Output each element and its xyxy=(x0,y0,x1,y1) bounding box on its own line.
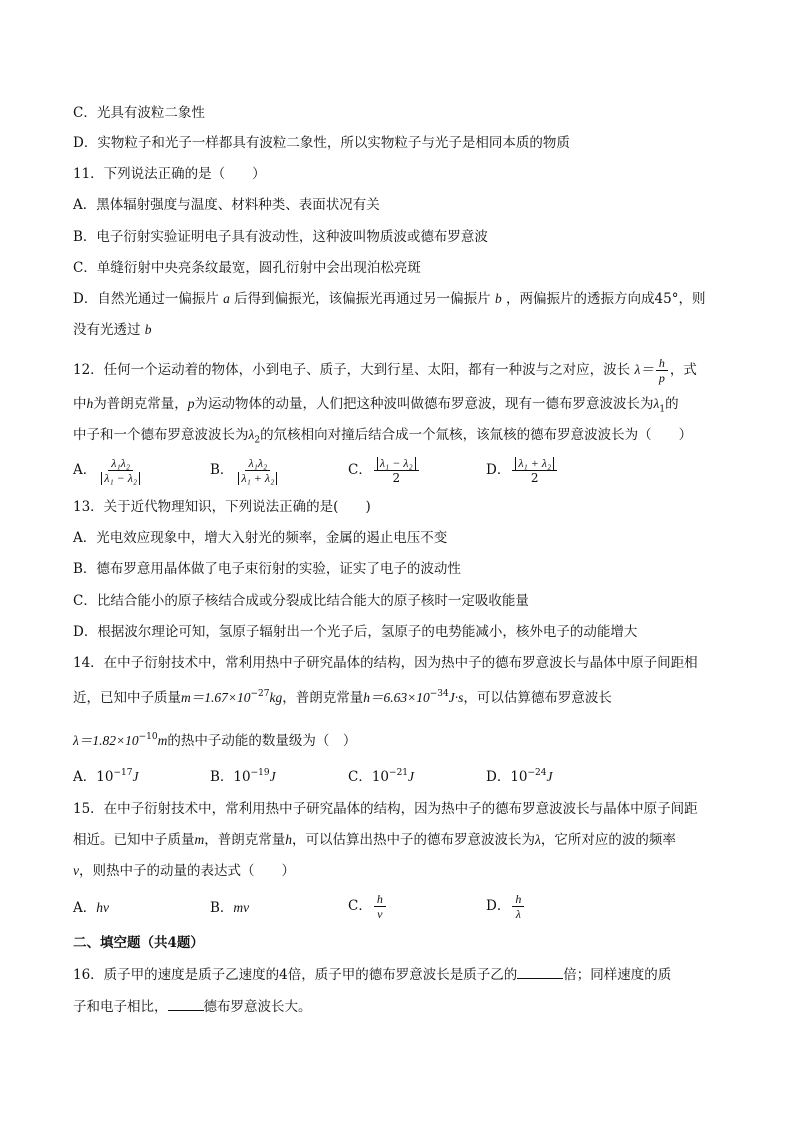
q13-option-d: D．根据波尔理论可知，氢原子辐射出一个光子后，氢原子的电势能减小，核外电子的动能增大 xyxy=(73,624,638,640)
q12-text-3: 中 xyxy=(73,396,87,412)
q15-var-m: m xyxy=(194,832,205,847)
fraction-denominator xyxy=(98,471,143,485)
q11-option-a: A．黑体辐射强度与温度、材料种类、表面状况有关 xyxy=(73,197,380,213)
q14-mass-exp: −27 xyxy=(250,689,270,699)
q11-d-text-3: ，两偏振片的透振方向成45°，则 xyxy=(506,291,706,307)
q14-planck-exp: −34 xyxy=(429,689,449,699)
q12-var-h: h xyxy=(86,396,94,411)
q12-text-1: 12．任何一个运动着的物体，小到电子、质子，大到行星、太阳，都有一种波与之对应，波长 xyxy=(73,362,631,378)
q14-line2 xyxy=(73,688,612,708)
fraction-numerator: λ₁λ₂ xyxy=(245,456,270,471)
q13-option-c: C．比结合能小的原子核结合成或分裂成比结合能大的原子核时一定吸收能量 xyxy=(73,593,529,609)
q12-line3 xyxy=(73,425,692,445)
option-label: D． xyxy=(486,898,511,914)
q12-c-fraction xyxy=(374,456,419,485)
q13-stem: 13．关于近代物理知识，下列说法正确的是( ) xyxy=(73,499,371,515)
fraction-numerator xyxy=(374,456,419,471)
q12-option-d xyxy=(486,456,559,485)
q14-option-a xyxy=(73,767,138,787)
q15-var-lambda: λ xyxy=(535,832,541,847)
q15-line2 xyxy=(73,830,676,850)
q11-d-text-2: 后得到偏振光，该偏振光再通过另一偏振片 xyxy=(234,291,491,307)
option-label: D． xyxy=(486,462,511,478)
q11-option-b: B．电子衍射实验证明电子具有波动性，这种波叫物质波或德布罗意波 xyxy=(73,229,488,245)
q12-lambda1: λ xyxy=(653,396,660,411)
option-unit: J xyxy=(546,769,553,784)
fraction-numerator: h xyxy=(374,892,386,907)
option-exp: −24 xyxy=(527,768,547,778)
fraction-denominator: p xyxy=(658,371,665,385)
option-exp: −19 xyxy=(250,768,270,778)
q12-b-fraction xyxy=(235,456,280,485)
q11-d-var-b: b xyxy=(494,291,502,306)
q12-option-c xyxy=(348,456,421,485)
q14-option-b xyxy=(210,767,276,787)
q12-text-7: 中子和一个德布罗意波波长为 xyxy=(73,427,249,443)
q16-blank-2[interactable] xyxy=(168,996,204,1011)
fraction-denominator: λ xyxy=(515,907,521,921)
q13-option-a: A．光电效应现象中，增大入射光的频率，金属的遏止电压不变 xyxy=(73,530,448,546)
q15-d-fraction xyxy=(512,892,524,921)
q12-lambda2-sub: 2 xyxy=(254,435,261,446)
fraction-numerator: h xyxy=(512,892,524,907)
option-exp: −21 xyxy=(389,768,409,778)
fraction-denominator: 2 xyxy=(530,471,539,485)
q15-text-2: ，普朗克常量 xyxy=(204,832,286,848)
q14-line3 xyxy=(73,731,356,751)
option-label: B． xyxy=(210,462,234,478)
q14-planck-eq: h＝6.63×10 xyxy=(363,690,430,705)
option-label: B． xyxy=(210,900,234,916)
q12-var-p: p xyxy=(187,396,195,411)
abs-value: λ₁ − λ₂ xyxy=(377,457,416,470)
q15-text-3: ，可以估算出热中子的德布罗意波波长为 xyxy=(292,832,535,848)
q11-option-d-line2 xyxy=(73,320,152,340)
q11-d-text-1: D．自然光通过一偏振片 xyxy=(73,291,219,307)
q12-text-5: 为运动物体的动量，人们把这种波叫做德布罗意波，现有一德布罗意波波长为 xyxy=(194,396,654,412)
q12-line2 xyxy=(73,394,679,414)
q14-text-4: 的热中子动能的数量级为（ ） xyxy=(167,733,357,749)
q12-h-over-p-fraction xyxy=(656,356,668,385)
option-label: A． xyxy=(73,900,97,916)
q11-stem: 11．下列说法正确的是（ ） xyxy=(73,166,266,182)
q14-lambda-eq: λ＝1.82×10 xyxy=(73,733,139,748)
q15-line3 xyxy=(73,861,295,881)
q14-text-1: 近，已知中子质量 xyxy=(73,690,181,706)
q14-lambda-unit: m xyxy=(157,733,168,748)
option-label: D． xyxy=(486,769,511,785)
q16-text-2: 倍；同样速度的质 xyxy=(563,967,672,983)
section-fill-in-title: 二、填空题（共4题） xyxy=(73,935,204,951)
q11-option-d-line1 xyxy=(73,289,705,309)
q13-option-b: B．德布罗意用晶体做了电子束衍射的实验，证实了电子的波动性 xyxy=(73,561,461,577)
q12-line1 xyxy=(73,356,697,385)
q12-text-8: 的氘核相向对撞后结合成一个氚核，该氚核的德布罗意波波长为（ ） xyxy=(260,427,693,443)
q14-mass-unit: kg xyxy=(269,690,283,705)
fraction-numerator: h xyxy=(656,356,668,371)
q12-a-fraction xyxy=(98,456,143,485)
option-value: hv xyxy=(96,900,109,915)
q15-option-a xyxy=(73,898,109,918)
q14-line1: 14．在中子衍射技术中，常利用热中子研究晶体的结构，因为热中子的德布罗意波长与晶体中原子间距相 xyxy=(73,655,698,671)
option-base: 10 xyxy=(233,769,251,785)
abs-value: λ₁ + λ₂ xyxy=(238,472,277,485)
q15-option-c xyxy=(348,892,388,921)
q16-line1 xyxy=(73,964,671,985)
option-unit: J xyxy=(132,769,139,784)
option-exp: −17 xyxy=(113,768,133,778)
fraction-denominator: v xyxy=(377,907,383,921)
q14-planck-unit: J·s xyxy=(448,690,464,705)
q16-line2 xyxy=(73,996,312,1017)
q15-text-5: ，则热中子的动量的表达式（ ） xyxy=(79,863,295,879)
fraction-denominator: 2 xyxy=(392,471,401,485)
q12-option-a xyxy=(73,456,145,485)
q16-text-4: 德布罗意波长大。 xyxy=(203,999,312,1015)
q12-text-2: ，式 xyxy=(669,362,697,378)
q14-lambda-exp: −10 xyxy=(138,732,158,742)
option-base: 10 xyxy=(96,769,114,785)
q14-text-3: ，可以估算德布罗意波长 xyxy=(463,690,612,706)
q15-text-4: ，它所对应的波的频率 xyxy=(540,832,676,848)
q12-lambda2: λ xyxy=(248,427,255,442)
option-base: 10 xyxy=(510,769,528,785)
q15-line1: 15．在中子衍射技术中，常利用热中子研究晶体的结构，因为热中子的德布罗意波波长与晶体中原子间距 xyxy=(73,801,698,817)
q12-d-fraction xyxy=(512,456,557,485)
fraction-denominator xyxy=(235,471,280,485)
abs-value: λ₁ − λ₂ xyxy=(101,472,140,485)
q12-lambda-eq: λ＝ xyxy=(634,362,654,377)
q11-d-var-a: a xyxy=(223,291,230,306)
option-unit: J xyxy=(408,769,415,784)
q16-text-3: 子和电子相比， xyxy=(73,999,168,1015)
q14-option-d xyxy=(486,767,553,787)
q10-option-d: D．实物粒子和光子一样都具有波粒二象性，所以实物粒子与光子是相同本质的物质 xyxy=(73,135,570,151)
q15-option-b xyxy=(210,898,249,918)
option-label: C． xyxy=(348,898,372,914)
q14-option-c xyxy=(348,767,414,787)
q12-text-6: 的 xyxy=(665,396,679,412)
q14-text-2: ，普朗克常量 xyxy=(282,690,364,706)
q11-d-var-b2: b xyxy=(144,322,152,337)
q11-d-text-4: 没有光透过 xyxy=(73,322,141,338)
q15-c-fraction xyxy=(374,892,386,921)
q15-var-v: v xyxy=(73,863,79,878)
option-label: A． xyxy=(73,462,97,478)
q14-mass-eq: m＝1.67×10 xyxy=(181,690,251,705)
option-base: 10 xyxy=(371,769,390,785)
option-label: B． xyxy=(210,769,234,785)
q12-lambda1-sub: 1 xyxy=(659,404,666,415)
q15-option-d xyxy=(486,892,526,921)
q10-option-c: C．光具有波粒二象性 xyxy=(73,105,205,121)
option-label: A． xyxy=(73,769,97,785)
q12-option-b xyxy=(210,456,282,485)
option-unit: J xyxy=(269,769,276,784)
q15-text-1: 相近。已知中子质量 xyxy=(73,832,195,848)
q12-text-4: 为普朗克常量， xyxy=(93,396,188,412)
q11-option-c: C．单缝衍射中央亮条纹最宽，圆孔衍射中会出现泊松亮斑 xyxy=(73,260,421,276)
fraction-numerator xyxy=(512,456,557,471)
option-label: C． xyxy=(348,769,372,785)
q15-var-h: h xyxy=(285,832,292,847)
q16-blank-1[interactable] xyxy=(517,964,563,979)
q16-text-1: 16．质子甲的速度是质子乙速度的4倍，质子甲的德布罗意波长是质子乙的 xyxy=(73,967,518,983)
option-value: mv xyxy=(233,900,250,915)
fraction-numerator: λ₁λ₂ xyxy=(108,456,133,471)
option-label: C． xyxy=(348,462,372,478)
abs-value: λ₁ + λ₂ xyxy=(515,457,554,470)
